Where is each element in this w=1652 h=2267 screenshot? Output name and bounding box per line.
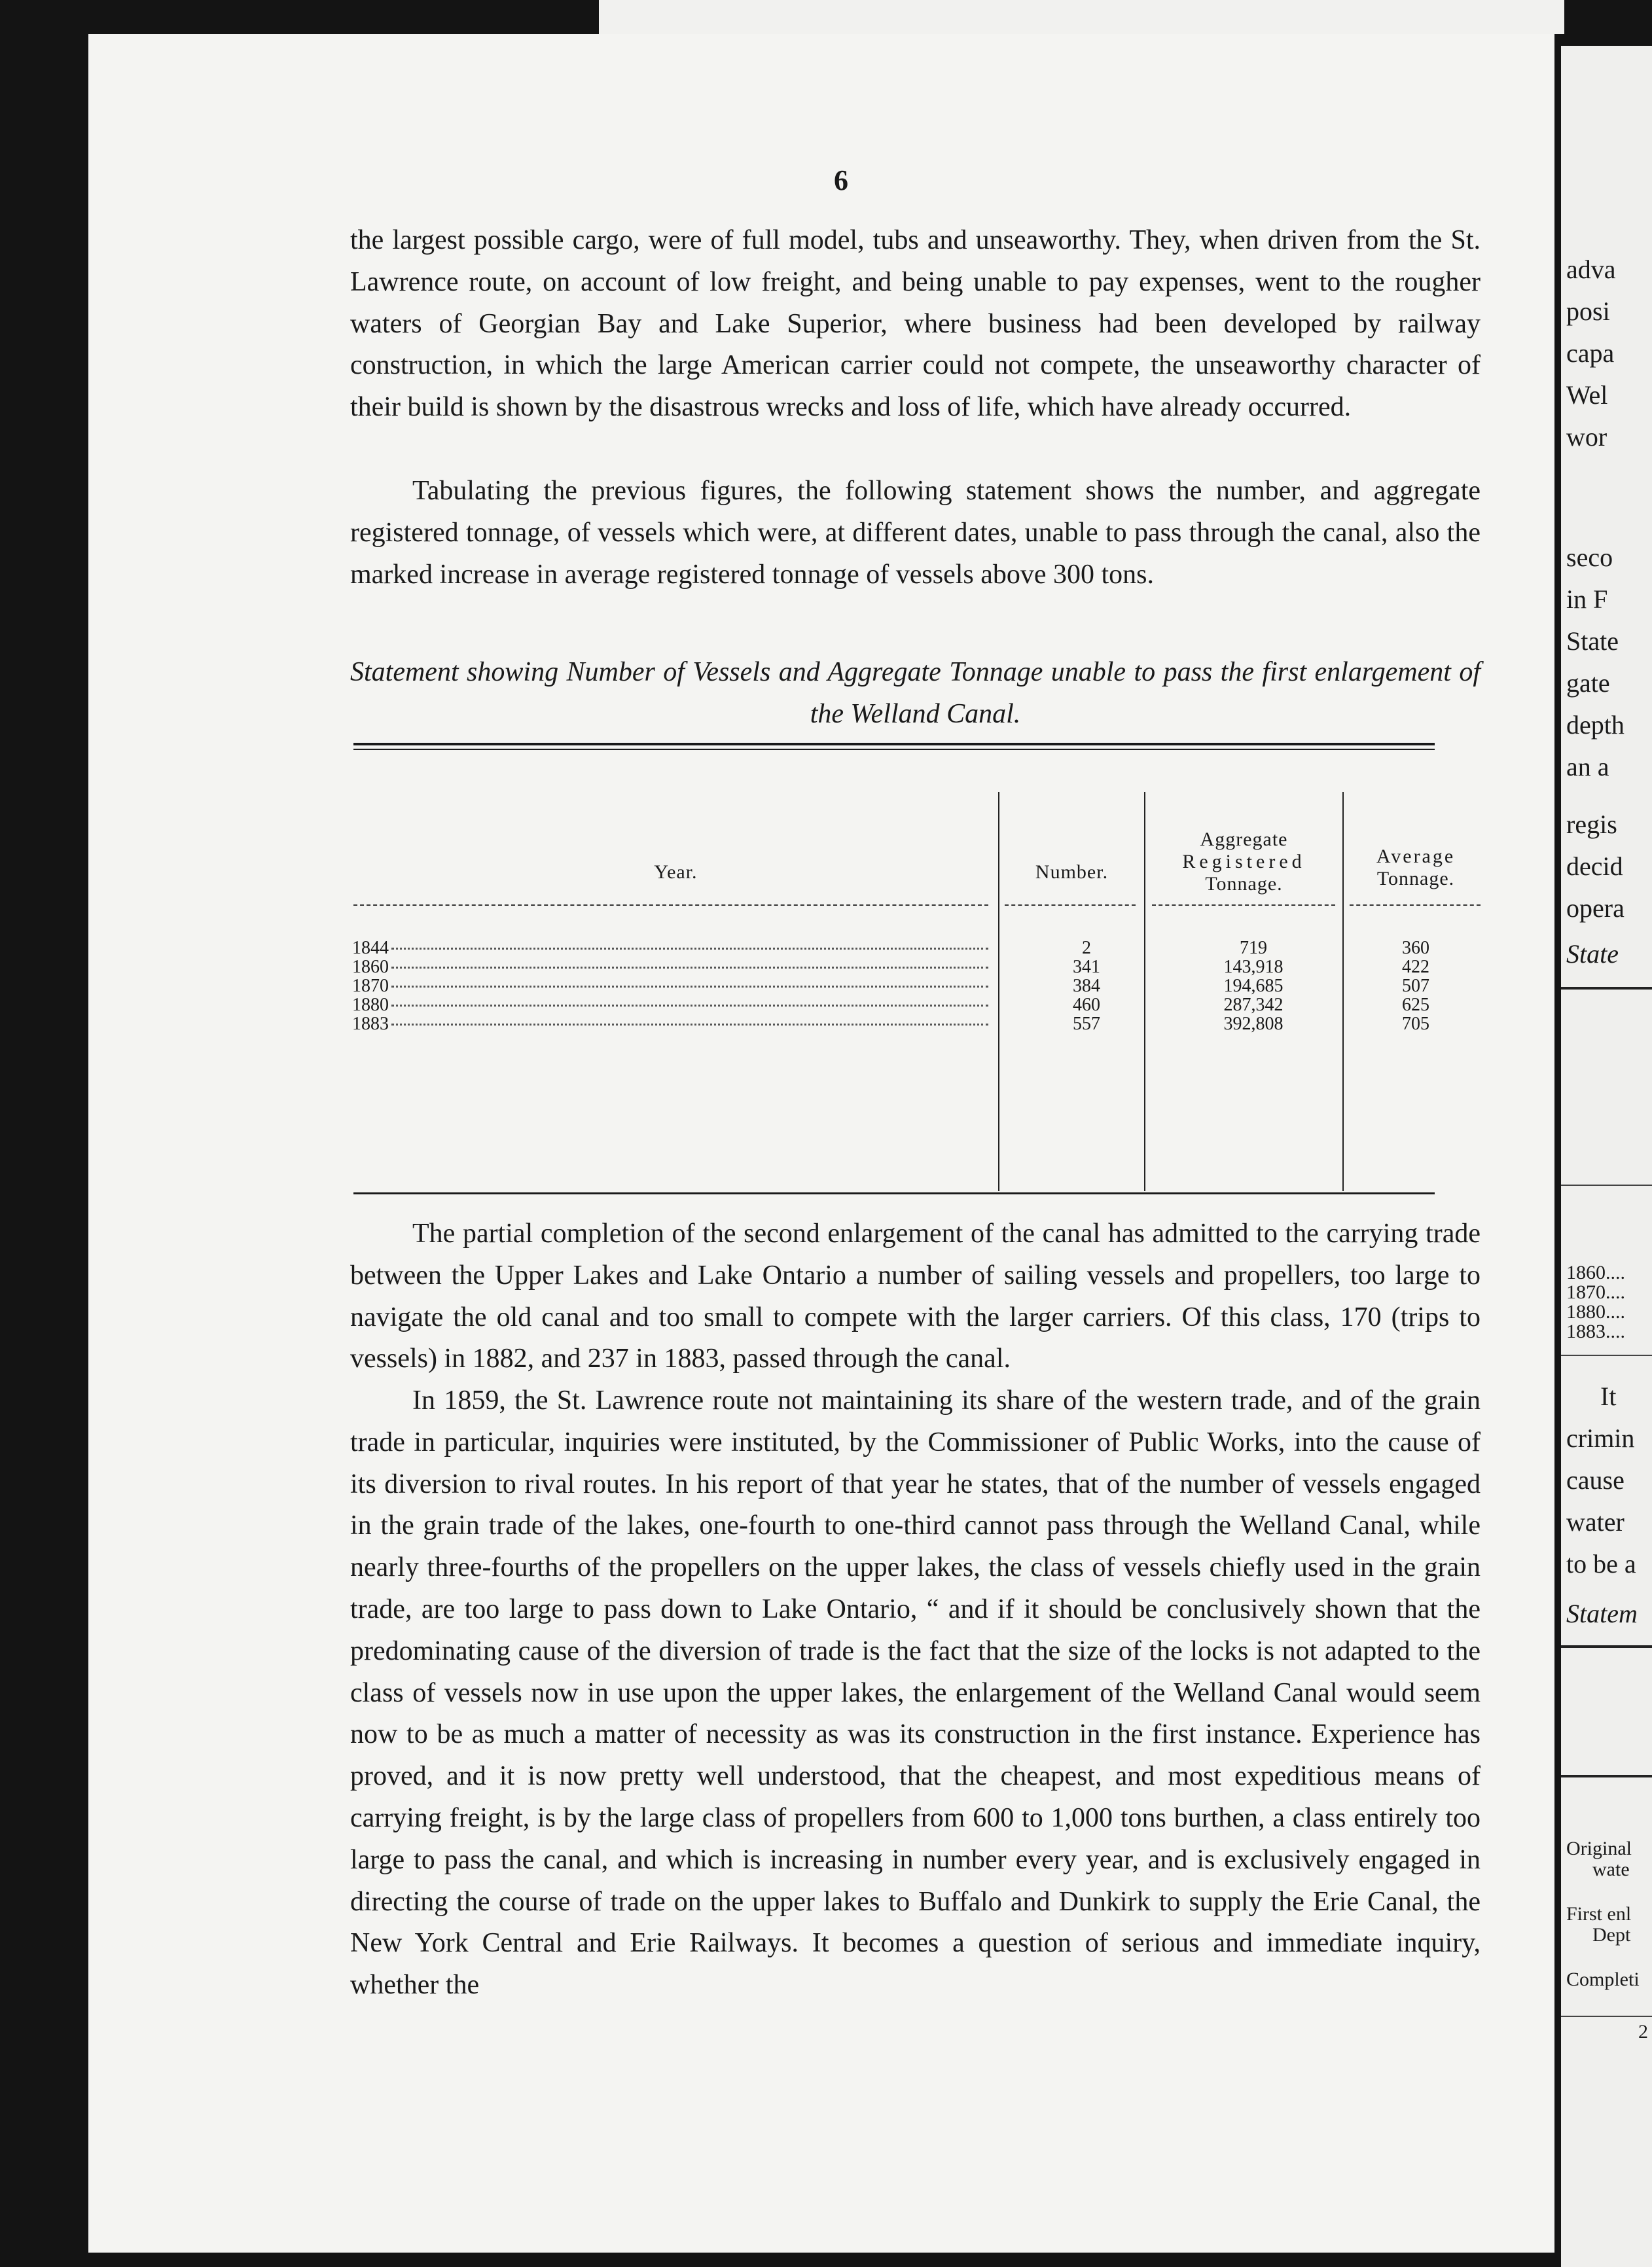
adjacent-text: crimin [1566,1423,1635,1453]
adjacent-rule [1561,2016,1652,2017]
adjacent-text: Dept [1592,1924,1631,1946]
leader-dots [391,1004,988,1007]
table-row [352,957,988,977]
adjacent-text: 1860.... [1566,1262,1625,1283]
adjacent-page [1561,46,1652,2267]
number-cell: 341 [1073,957,1100,977]
table-row [352,976,988,996]
adjacent-text: 2 [1638,2021,1648,2043]
adjacent-text: adva [1566,255,1616,284]
table-row [352,995,988,1015]
average-cell: 422 [1402,957,1429,977]
adjacent-text: 1883.... [1566,1321,1625,1342]
adjacent-text: Statem [1566,1599,1638,1628]
header-tonnage-3: Tonnage. [1205,873,1283,895]
paragraph-3: The partial completion of the second enlargement of the canal has admitted to the carrying trade between the Upper Lakes and Lake Ontario a number of sailing vessels and propellers, too large to navigate the old canal and too small to compete with the larger carriers. Of this class, 170 (trips to vessels) in 1882, and 237 in 1883, passed through the canal. [350,1219,1481,1374]
year-cell: 1860 [352,957,389,977]
adjacent-rule [1561,1355,1652,1356]
tonnage-cell: 143,918 [1223,957,1284,977]
adjacent-text: capa [1566,338,1615,368]
average-cell: 507 [1402,976,1429,996]
adjacent-text: in F [1566,584,1608,614]
table-row [352,1014,988,1034]
tonnage-cell: 392,808 [1223,1014,1284,1034]
adjacent-text: an a [1566,752,1609,781]
adjacent-text: gate [1566,668,1610,698]
tonnage-cell: 194,685 [1223,976,1284,996]
header-number: Number. [1035,861,1109,883]
leader-dots [391,947,988,950]
adjacent-text: First enl [1566,1903,1632,1925]
paragraph-1: the largest possible cargo, were of full model, tubs and unseaworthy. They, when driven from the St. Lawrence route, on account of low freight, and being unable to pay expenses, went to the rougher waters of Georgian Bay and Lake Superior, where business had been developed by railway construction, in which the large American carrier could not compete, the unseaworthy character of their build is shown by the disastrous wrecks and loss of life, which have already occurred. [350,225,1481,423]
leader-dots [391,966,988,969]
adjacent-text: 1870.... [1566,1281,1625,1303]
adjacent-text: wate [1592,1859,1630,1880]
adjacent-rule [1561,987,1652,990]
number-cell: 2 [1082,938,1091,958]
number-cell: 460 [1073,995,1100,1015]
adjacent-rule [1561,1775,1652,1777]
tonnage-cell: 287,342 [1223,995,1284,1015]
column-divider [998,792,999,1191]
adjacent-text: regis [1566,810,1617,839]
table-row [352,938,988,958]
adjacent-text: wor [1566,422,1607,452]
adjacent-rule [1561,1185,1652,1186]
average-cell: 625 [1402,995,1429,1015]
average-cell: 705 [1402,1014,1429,1034]
leader-dots [391,985,988,988]
header-year: Year. [654,861,698,883]
table-top-rule [353,743,1435,750]
adjacent-text: depth [1566,710,1625,740]
year-cell: 1844 [352,938,389,958]
adjacent-text: Wel [1566,380,1608,410]
adjacent-rule [1561,1645,1652,1648]
paragraph-2: Tabulating the previous figures, the following statement shows the number, and aggregate registered tonnage, of vessels which were, at different dates, unable to pass through the canal, also the marked increase in average registered tonnage of vessels above 300 tons. [350,476,1481,590]
tonnage-cell: 719 [1240,938,1267,958]
header-tonnage-1: Aggregate [1200,829,1288,850]
header-tonnage-2: Registered [1182,851,1306,872]
page-number: 6 [834,164,848,196]
average-cell: 360 [1402,938,1429,958]
header-average-2: Tonnage. [1376,868,1455,889]
adjacent-text: seco [1566,543,1613,572]
number-cell: 384 [1073,976,1100,996]
header-rule [1350,904,1481,906]
table-caption: Statement showing Number of Vessels and Aggregate Tonnage unable to pass the first enlargement of the Welland Canal. [350,657,1481,729]
paragraph-4: In 1859, the St. Lawrence route not maintaining its share of the western trade, and of the grain trade in particular, inquiries were instituted, by the Commissioner of Public Works, into the cause of its diversion to rival routes. In his report of that year he states, that of the number of vessels engaged in the grain trade of the lakes, one-fourth to one-third cannot pass through the Welland Canal, while nearly three-fourths of the propellers on the upper lakes, the class of vessels chiefly used in the grain trade, are too large to pass down to Lake Ontario, “ and if it should be conclusively shown that the predominating cause of the diversion of trade is the fact that the size of the locks is not adapted to the class of vessels now in use upon the upper lakes, the enlargement of the Welland Canal would seem now to be as much a matter of necessity as was its construction in the first instance. Experience has proved, and it is now pretty well understood, that the cheapest, and most expeditious means of carrying freight, is by the large class of propellers from 600 to 1,000 tons burthen, a class entirely too large to pass the canal, and which is increasing in number every year, and is exclusively engaged in directing the course of trade on the upper lakes to Buffalo and Dunkirk to supply the Erie Canal, the New York Central and Erie Railways. It becomes a question of serious and immediate inquiry, whether the [350,1385,1481,2001]
adjacent-text: decid [1566,851,1623,881]
year-cell: 1870 [352,976,389,996]
header-rule [1005,904,1136,906]
adjacent-text: State [1566,939,1619,969]
number-cell: 557 [1073,1014,1100,1034]
adjacent-text: to be a [1566,1549,1636,1579]
header-rule [353,904,988,906]
year-cell: 1880 [352,995,389,1015]
adjacent-text: Original [1566,1838,1632,1859]
adjacent-text: opera [1566,893,1625,923]
adjacent-text: It [1600,1382,1617,1411]
adjacent-text: water [1566,1507,1625,1537]
adjacent-text: 1880.... [1566,1301,1625,1323]
adjacent-text: cause [1566,1465,1625,1495]
header-average-1: Average [1376,846,1456,867]
adjacent-text: Completi [1566,1969,1640,1990]
table-bottom-rule [353,1192,1435,1194]
year-cell: 1883 [352,1014,389,1034]
adjacent-text: posi [1566,296,1610,326]
adjacent-page-edge [599,0,1564,34]
header-rule [1152,904,1335,906]
adjacent-text: State [1566,626,1619,656]
leader-dots [391,1023,988,1026]
